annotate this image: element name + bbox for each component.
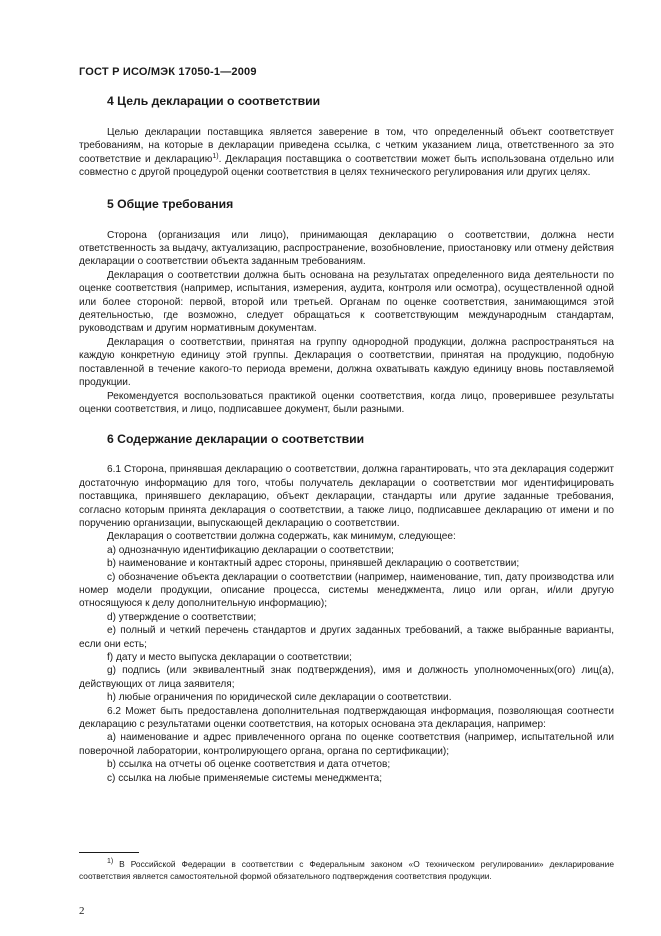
list-item: d) утверждение о соответствии; [107,611,257,623]
footnote-mark: 1) [107,858,114,865]
list-item: f) дату и место выпуска декларации о соответствии; [107,652,352,663]
paragraph: Рекомендуется воспользоваться практикой оценки соответствия, когда лицо, проверившее результаты оценки соответствия, и лицо, подписавшее документ, были разными. [79,390,614,415]
section-5 [79,196,614,417]
section-4-paragraph [79,126,614,180]
list-item: h) любые ограничения по юридической силе декларации о соответствии. [107,692,452,704]
footnote [79,858,614,882]
section-6-title: 6 Содержание декларации о соответствии [107,432,365,447]
list-item: e) полный и четкий перечень стандартов и других заданных требований, а также выбранные варианты, если они есть; [79,625,614,650]
list-item: c) обозначение объекта декларации о соответствии (например, наименование, тип, дату производства или номер модели продукции, описание процесса, системы менеджмента, лицо или орган, и/или другую относящуюся к делу дополнительную информацию); [79,571,614,610]
section-6 [79,431,614,785]
section-4-text: Целью декларации поставщика является заверение в том, что определенный объект соответствует требованиям, на которые в декларации приведена ссылка, с четким указанием лица, ответственного за это соответствие и декларацию [79,127,614,165]
list-item: c) ссылка на любые применяемые системы менеджмента; [107,772,383,784]
paragraph: 6.1 Сторона, принявшая декларацию о соответствии, должна гарантировать, что эта декларация содержит достаточную информацию для того, чтобы получатель декларации о соответствии мог идентифицировать поставщика, принявшего декларацию, объект декларации, стандарты или другие заданные требования, согласно которым принята декларация о соответствии, а также лицо, подписавшее декларацию от имени и по поручению организации, выпускающей декларацию о соответствии. [79,464,614,529]
section-5-title: 5 Общие требования [107,196,234,211]
list-item: g) подпись (или эквивалентный знак подтверждения), имя и должность уполномоченных(ого) лиц(а), действующих от лица заявителя; [79,665,614,690]
section-4-title: 4 Цель декларации о соответствии [107,94,321,108]
paragraph: Декларация о соответствии должна быть основана на результатах определенного вида деятельности по оценке соответствия (например, испытания, измерения, аудита, контроля или осмотра), осуществленной одной или более стороной: первой, второй или третьей. Органам по оценке соответствия, занимающимся этой деятельностью, где возможно, следует обращаться к соответствующим международным стандартам, руководствам и другим нормативным документам. [79,269,614,335]
paragraph: Декларация о соответствии, принятая на группу однородной продукции, должна распространяться на каждую конкретную единицу этой группы. Декларация о соответствии, принятая на продукцию, подобную поставленной в течение какого-то периода времени, должна охватывать каждую единицу вновь поставляемой продукции. [79,336,614,389]
standard-code-header: ГОСТ Р ИСО/МЭК 17050-1—2009 [79,66,257,78]
footnote-text: В Российской Федерации в соответствии с Федеральным законом «О техническом регулировании» декларирование соответствия является самостоятельной формой обязательного подтверждения соответствия продукции. [79,859,614,881]
paragraph: Сторона (организация или лицо), принимающая декларацию о соответствии, должна нести ответственность за выдачу, актуализацию, распространение, возобновление, приостановку или отмену действия декларации о соответствии объекта заданным требованиям. [79,229,614,268]
paragraph: Декларация о соответствии должна содержать, как минимум, следующее: [107,531,456,543]
list-item: a) наименование и адрес привлеченного органа по оценке соответствия (например, испытательной или поверочной лаборатории, контролирующего органа, органа по сертификации); [79,732,614,757]
page-number: 2 [79,905,85,917]
footnote-ref: 1) [212,152,219,160]
section-4 [79,93,614,180]
list-item: b) ссылка на отчеты об оценке соответствия и дата отчетов; [107,759,391,771]
document-body [79,92,614,785]
list-item: a) однозначную идентификацию декларации о соответствии; [107,544,394,556]
footnote-separator [79,852,139,853]
paragraph: 6.2 Может быть предоставлена дополнительная подтверждающая информация, позволяющая соотнести декларацию с результатами оценки соответствия, на которых основана эта декларация, например: [79,705,614,731]
list-item: b) наименование и контактный адрес стороны, принявшей декларацию о соответствии; [107,558,520,570]
section-4-text-cont: . Декларация поставщика о соответствии может быть использована отдельно или совместно с другой процедурой оценки соответствия в целях технического регулирования или других целях. [79,153,614,179]
